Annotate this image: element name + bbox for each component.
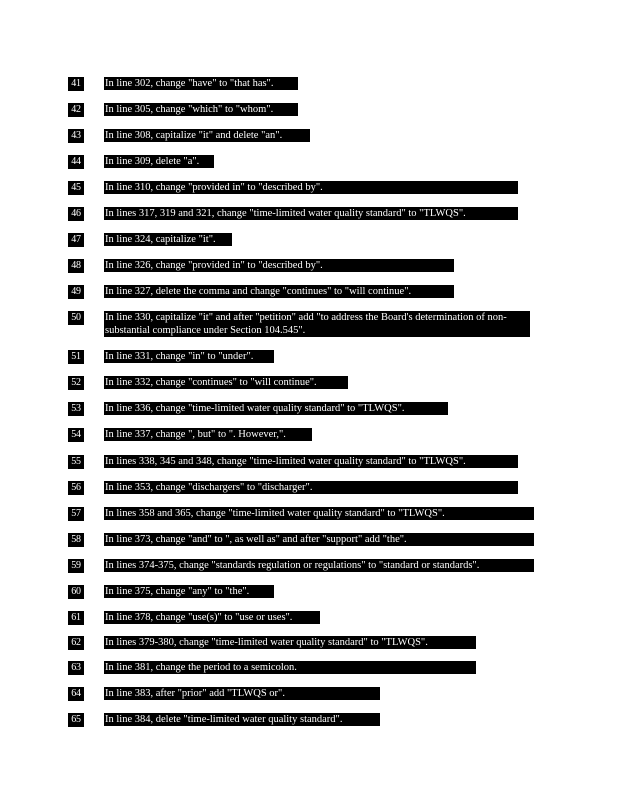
item-number: 53 [68, 402, 84, 416]
item-text: In line 337, change ", but" to ". However,". [104, 428, 312, 441]
item-text: In line 331, change "in" to "under". [104, 350, 274, 363]
item-number: 54 [68, 428, 84, 442]
item-text: In line 326, change "provided in" to "described by". [104, 259, 454, 272]
item-text: In lines 338, 345 and 348, change "time-limited water quality standard" to "TLWQS". [104, 455, 518, 468]
item-text: In line 375, change "any" to "the". [104, 585, 274, 598]
item-number: 57 [68, 507, 84, 521]
item-number: 56 [68, 481, 84, 495]
item-number: 55 [68, 455, 84, 469]
item-number: 64 [68, 687, 84, 701]
item-text: In line 309, delete "a". [104, 155, 214, 168]
item-text: In lines 317, 319 and 321, change "time-limited water quality standard" to "TLWQS". [104, 207, 518, 220]
item-number: 59 [68, 559, 84, 573]
item-number: 51 [68, 350, 84, 364]
item-text: In line 373, change "and" to ", as well as" and after "support" add "the". [104, 533, 534, 546]
item-number: 45 [68, 181, 84, 195]
item-number: 46 [68, 207, 84, 221]
item-number: 41 [68, 77, 84, 91]
item-text: In line 330, capitalize "it" and after "petition" add "to address the Board's determination of non-substantial compliance under Section 104.545". [104, 311, 530, 337]
item-number: 50 [68, 311, 84, 325]
item-number: 60 [68, 585, 84, 599]
item-text: In lines 379-380, change "time-limited water quality standard" to "TLWQS". [104, 636, 476, 649]
item-text: In line 381, change the period to a semicolon. [104, 661, 476, 674]
item-text: In line 384, delete "time-limited water quality standard". [104, 713, 380, 726]
item-text: In line 383, after "prior" add "TLWQS or". [104, 687, 380, 700]
item-number: 49 [68, 285, 84, 299]
item-number: 58 [68, 533, 84, 547]
item-text: In line 327, delete the comma and change "continues" to "will continue". [104, 285, 454, 298]
item-text: In line 302, change "have" to "that has". [104, 77, 298, 90]
item-number: 63 [68, 661, 84, 675]
item-number: 48 [68, 259, 84, 273]
item-number: 61 [68, 611, 84, 625]
item-number: 52 [68, 376, 84, 390]
item-number: 65 [68, 713, 84, 727]
item-text: In line 324, capitalize "it". [104, 233, 232, 246]
item-text: In lines 374-375, change "standards regulation or regulations" to "standard or standards". [104, 559, 534, 572]
item-text: In line 305, change "which" to "whom". [104, 103, 298, 116]
item-number: 47 [68, 233, 84, 247]
item-number: 42 [68, 103, 84, 117]
item-number: 62 [68, 636, 84, 650]
item-text: In line 336, change "time-limited water quality standard" to "TLWQS". [104, 402, 448, 415]
item-number: 44 [68, 155, 84, 169]
item-text: In line 310, change "provided in" to "described by". [104, 181, 518, 194]
item-text: In line 332, change "continues" to "will continue". [104, 376, 348, 389]
item-text: In line 308, capitalize "it" and delete "an". [104, 129, 310, 142]
item-text: In lines 358 and 365, change "time-limited water quality standard" to "TLWQS". [104, 507, 534, 520]
item-text: In line 378, change "use(s)" to "use or uses". [104, 611, 320, 624]
item-number: 43 [68, 129, 84, 143]
item-text: In line 353, change "dischargers" to "discharger". [104, 481, 518, 494]
